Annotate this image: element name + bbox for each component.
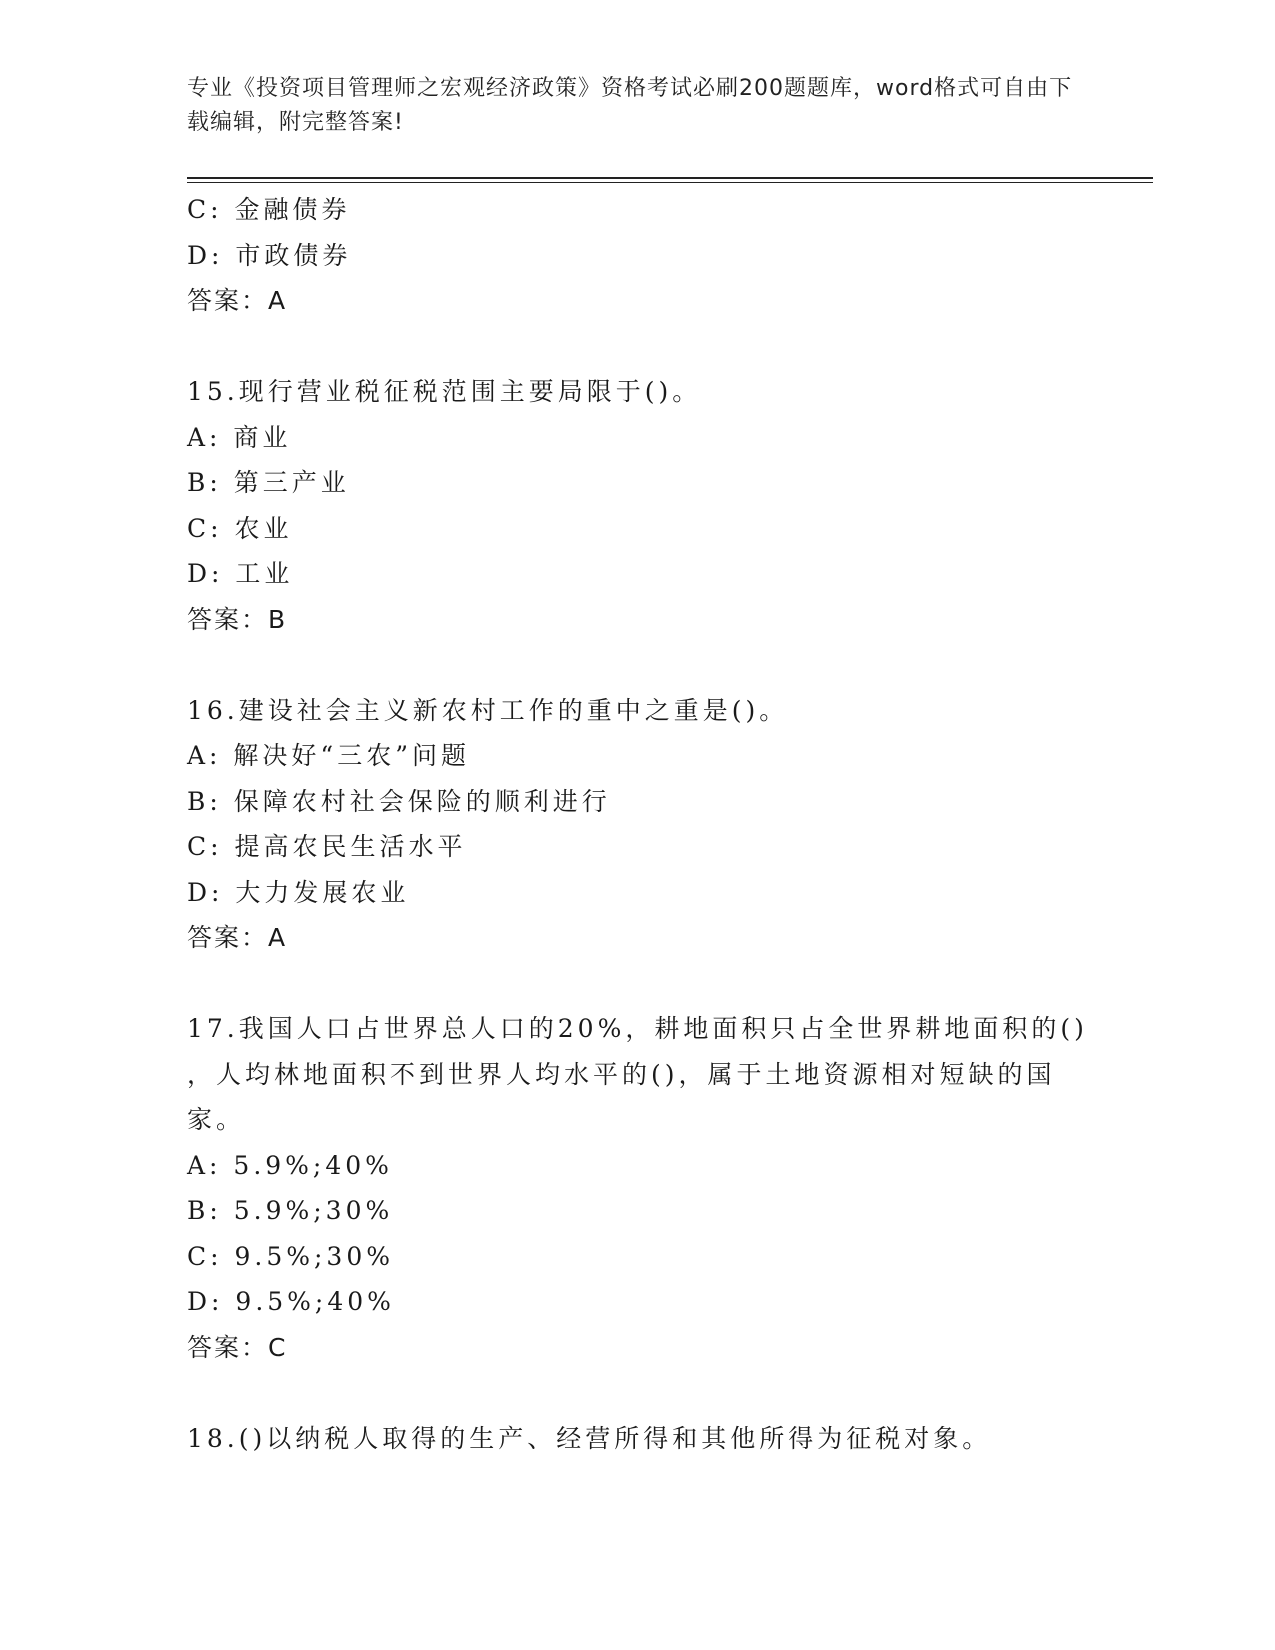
- option-d: D: 工业: [187, 559, 294, 588]
- option-c: C: 9.5%;30%: [187, 1241, 395, 1271]
- option-d: D: 9.5%;40%: [187, 1287, 395, 1316]
- question-stem-line-2: ，人均林地面积不到世界人均水平的()，属于土地资源相对短缺的国: [187, 1059, 1056, 1089]
- spacer: [187, 961, 1077, 1007]
- question-stem: 15.现行营业税征税范围主要局限于()。: [187, 377, 702, 406]
- answer-label: 答案：A: [187, 286, 288, 315]
- question-17: [187, 1006, 1088, 1370]
- question-stem-line-3: 家。: [187, 1105, 246, 1134]
- page-header: 专业《投资项目管理师之宏观经济政策》资格考试必刷200题题库，word格式可自由下载编辑，附完整答案!: [187, 76, 1073, 135]
- option-d: D: 大力发展农业: [187, 877, 410, 907]
- question-18: [187, 1416, 1077, 1462]
- question-stem-line-1: 17.我国人口占世界总人口的20%，耕地面积只占全世界耕地面积的(): [187, 1014, 1088, 1043]
- option-a: A: 商业: [187, 422, 292, 452]
- option-b: B: 5.9%;30%: [187, 1196, 394, 1225]
- option-d: D: 市政债券: [187, 240, 352, 270]
- question-16: [187, 688, 1077, 961]
- option-b: B: 保障农村社会保险的顺利进行: [187, 786, 611, 816]
- answer-label: 答案：B: [187, 604, 288, 634]
- spacer: [187, 324, 1077, 370]
- answer-label: 答案：C: [187, 1332, 288, 1362]
- option-a: A: 5.9%;40%: [187, 1150, 393, 1180]
- option-c: C: 提高农民生活水平: [187, 832, 467, 861]
- question-list: [187, 187, 1088, 1461]
- option-b: B: 第三产业: [187, 468, 350, 497]
- spacer: [187, 642, 1077, 688]
- question-14-tail: [187, 187, 1077, 324]
- option-c: C: 金融债券: [187, 195, 351, 224]
- option-a: A: 解决好“三农”问题: [187, 741, 470, 770]
- question-15: [187, 369, 1077, 642]
- header-divider-thick: [187, 177, 1153, 179]
- option-c: C: 农业: [187, 513, 293, 543]
- header-divider-thin: [187, 182, 1153, 183]
- question-stem: 16.建设社会主义新农村工作的重中之重是()。: [187, 695, 789, 725]
- spacer: [187, 1370, 1077, 1416]
- question-stem: 18.()以纳税人取得的生产、经营所得和其他所得为征税对象。: [187, 1423, 992, 1453]
- answer-label: 答案：A: [187, 923, 288, 952]
